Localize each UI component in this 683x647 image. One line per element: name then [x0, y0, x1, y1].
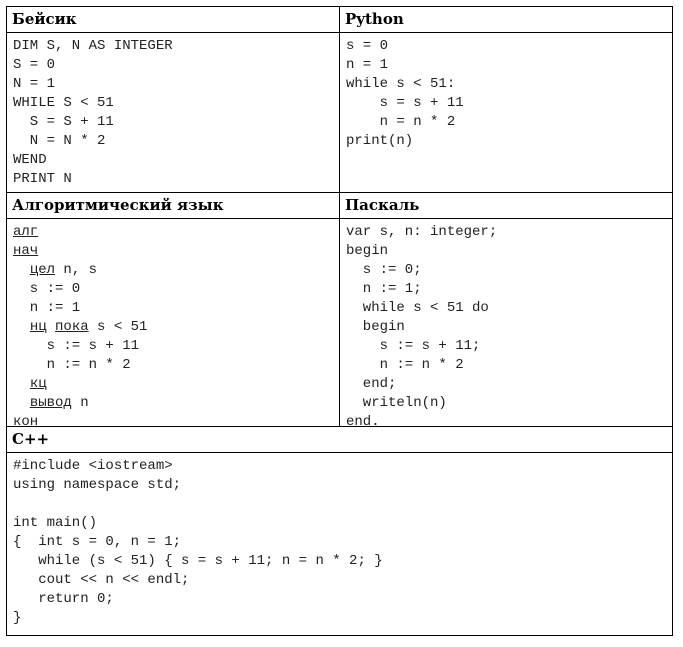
algorithmic-code [7, 219, 339, 427]
code-line [13, 318, 339, 337]
keyword: вывод [29, 395, 72, 411]
code-line: s := s + 11; [346, 338, 481, 354]
pascal-title: Паскаль [345, 196, 420, 214]
code-text: s < 51 [88, 319, 148, 335]
code-line: } [13, 610, 22, 626]
keyword: нач [13, 243, 39, 259]
code-line: using namespace std; [13, 477, 182, 493]
cpp-code [7, 453, 673, 628]
basic-title: Бейсик [12, 10, 77, 28]
algorithmic-header-cell [7, 193, 340, 219]
code-line: { int s = 0, n = 1; [13, 534, 182, 550]
code-line: s := s + 11 [13, 338, 140, 354]
python-title: Python [345, 10, 404, 28]
code-line: n := 1 [13, 300, 81, 316]
code-line: S = 0 [13, 57, 56, 73]
algorithmic-code-cell [7, 219, 340, 427]
code-line [13, 413, 339, 427]
code-line: PRINT N [13, 171, 72, 187]
code-line: n = n * 2 [346, 114, 456, 130]
code-line: var s, n: integer; [346, 224, 498, 240]
pascal-code [340, 219, 673, 427]
code-line: s = s + 11 [346, 95, 464, 111]
code-line: N = 1 [13, 76, 56, 92]
code-line [13, 223, 339, 242]
pascal-header-cell [340, 193, 673, 219]
code-line: WHILE S < 51 [13, 95, 114, 111]
code-line [13, 242, 339, 261]
code-line: #include <iostream> [13, 458, 173, 474]
basic-header-cell [7, 7, 340, 33]
code-line: S = S + 11 [13, 114, 114, 130]
basic-code [7, 33, 339, 189]
pascal-code-cell [340, 219, 673, 427]
keyword: алг [13, 224, 39, 240]
cpp-code-cell [7, 453, 673, 635]
code-line [13, 394, 339, 413]
code-line: int main() [13, 515, 98, 531]
code-line: n := n * 2 [346, 357, 464, 373]
keyword: кц [29, 376, 47, 392]
code-line: writeln(n) [346, 395, 447, 411]
python-header-cell [340, 7, 673, 33]
python-code [340, 33, 673, 151]
code-line: n := n * 2 [13, 357, 131, 373]
code-line: print(n) [346, 133, 414, 149]
code-line: WEND [13, 152, 47, 168]
code-text: n, s [55, 262, 98, 278]
code-line: return 0; [13, 591, 114, 607]
code-line: n = 1 [346, 57, 389, 73]
code-line: DIM S, N AS INTEGER [13, 38, 173, 54]
code-line [13, 495, 673, 514]
program-listings-table [6, 6, 673, 636]
code-line [13, 261, 339, 280]
code-line: begin [346, 243, 389, 259]
code-line: end. [346, 414, 380, 427]
code-line: N = N * 2 [13, 133, 106, 149]
cpp-title: С++ [12, 430, 50, 448]
code-line: begin [346, 319, 405, 335]
cpp-header-cell [7, 427, 673, 453]
algorithmic-title: Алгоритмический язык [12, 196, 224, 214]
code-line: cout << n << endl; [13, 572, 190, 588]
code-line: s := 0; [346, 262, 422, 278]
keyword: кон [13, 414, 39, 427]
code-text: n [71, 395, 89, 411]
code-line [13, 375, 339, 394]
keyword: цел [29, 262, 56, 278]
code-line: s = 0 [346, 38, 389, 54]
python-code-cell [340, 33, 673, 193]
basic-code-cell [7, 33, 340, 193]
code-line: end; [346, 376, 397, 392]
code-line: while s < 51: [346, 76, 456, 92]
code-line: n := 1; [346, 281, 422, 297]
code-line: s := 0 [13, 281, 81, 297]
keyword: пока [55, 319, 89, 335]
keyword: нц [29, 319, 47, 335]
code-line: while (s < 51) { s = s + 11; n = n * 2; } [13, 553, 383, 569]
code-line: while s < 51 do [346, 300, 489, 316]
